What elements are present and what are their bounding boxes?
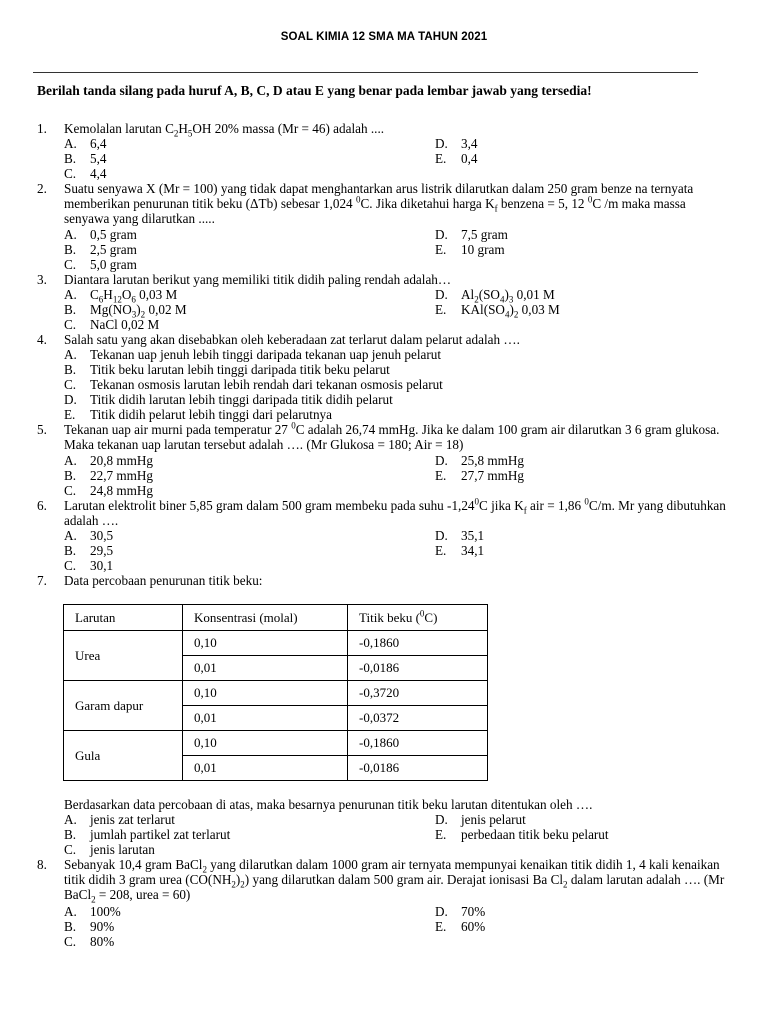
- table-cell: -0,1860: [348, 731, 488, 756]
- question-stem: Tekanan uap air murni pada temperatur 27 $^0$C adalah 26,74 mmHg. Jika ke dalam 100 gram air dilarutkan 3 6 gram glukosa. Maka tekanan uap larutan tersebut adalah …. (Mr Glukosa = 180; Air = 18): [64, 420, 720, 453]
- table-cell: 0,01: [183, 756, 348, 781]
- option-d[interactable]: D. 7,5 gram: [435, 227, 508, 242]
- option-e[interactable]: E. 60%: [435, 919, 486, 934]
- option-c[interactable]: C. Tekanan osmosis larutan lebih rendah dari tekanan osmosis pelarut: [64, 377, 443, 392]
- question-number: 4.: [37, 332, 47, 347]
- option-d[interactable]: D. jenis pelarut: [435, 812, 526, 827]
- question-stem: Sebanyak 10,4 gram BaCl$_2$ yang dilarutkan dalam 1000 gram air ternyata mempunyai kenaikan titik didih 1, 4 kali kenaikan titik didih 3 gram urea $(CO(NH_2)_2)$ yang dilarutkan dalam 500 gram air. Derajat ionisasi Ba $Cl_2$ dalam larutan adalah …. (Mr BaCl$_2$ = 208, urea = 60): [64, 857, 725, 906]
- option-e[interactable]: E. 10 gram: [435, 242, 505, 257]
- option-e[interactable]: E. 27,7 mmHg: [435, 468, 525, 483]
- option-b[interactable]: B. 29,5: [64, 543, 114, 558]
- header-divider: [33, 72, 698, 73]
- option-a[interactable]: A. 100%: [64, 904, 121, 919]
- table-cell: -0,0372: [348, 706, 488, 731]
- instruction: Berilah tanda silang pada huruf A, B, C, D atau E yang benar pada lembar jawab yang tersedia!: [37, 83, 592, 98]
- option-d[interactable]: D. $Al_2(SO_4)_3$ 0,01 M: [435, 287, 555, 305]
- table-header-row: [64, 605, 488, 631]
- option-d[interactable]: D. 35,1: [435, 528, 485, 543]
- table-cell: 0,01: [183, 706, 348, 731]
- option-c[interactable]: C. 80%: [64, 934, 115, 949]
- option-a[interactable]: A. jenis zat terlarut: [64, 812, 175, 827]
- option-b[interactable]: B. $Mg(NO_3)_2$ 0,02 M: [64, 302, 187, 320]
- question-stem: Data percobaan penurunan titik beku:: [64, 573, 263, 588]
- option-c[interactable]: C. 30,1: [64, 558, 114, 573]
- question-number: 5.: [37, 422, 47, 437]
- option-c[interactable]: C. 24,8 mmHg: [64, 483, 154, 498]
- question-stem: Larutan elektrolit biner 5,85 gram dalam 500 gram membeku pada suhu -1,24$^0$C jika $K_f$ air = 1,86 $^0$C/m. Mr yang dibutuhkan adalah ….: [64, 496, 726, 529]
- table-cell: 0,10: [183, 631, 348, 656]
- table-cell: 0,10: [183, 731, 348, 756]
- option-a[interactable]: A. $C_6H_{12}O_6$ 0,03 M: [64, 287, 178, 305]
- option-c[interactable]: C. 4,4: [64, 166, 107, 181]
- option-b[interactable]: B. 5,4: [64, 151, 107, 166]
- option-d[interactable]: D. 3,4: [435, 136, 478, 151]
- table-cell: 0,10: [183, 681, 348, 706]
- question-number: 1.: [37, 121, 47, 136]
- table-cell: Garam dapur: [64, 681, 183, 731]
- option-e[interactable]: E. 0,4: [435, 151, 478, 166]
- option-e[interactable]: E. 34,1: [435, 543, 485, 558]
- option-b[interactable]: B. 22,7 mmHg: [64, 468, 154, 483]
- table-cell: -0,3720: [348, 681, 488, 706]
- table-row: [64, 731, 488, 756]
- question-stem: Salah satu yang akan disebabkan oleh keberadaan zat terlarut dalam pelarut adalah ….: [64, 332, 520, 347]
- option-a[interactable]: A. 6,4: [64, 136, 107, 151]
- question-stem: Diantara larutan berikut yang memiliki titik didih paling rendah adalah…: [64, 272, 452, 287]
- option-e[interactable]: E. Titik didih pelarut lebih tinggi dari pelarutnya: [64, 407, 332, 422]
- option-a[interactable]: A. Tekanan uap jenuh lebih tinggi daripada tekanan uap jenuh pelarut: [64, 347, 441, 362]
- table-cell: -0,0186: [348, 756, 488, 781]
- table-cell: -0,0186: [348, 656, 488, 681]
- question-number: 3.: [37, 272, 47, 287]
- table-cell: Gula: [64, 731, 183, 781]
- option-e[interactable]: E. perbedaan titik beku pelarut: [435, 827, 609, 842]
- option-a[interactable]: A. 0,5 gram: [64, 227, 137, 242]
- question-number: 8.: [37, 857, 47, 872]
- option-e[interactable]: E. $KAl(SO_4)_2$ 0,03 M: [435, 302, 560, 320]
- table-header: Konsentrasi (molal): [183, 605, 348, 631]
- question-number: 6.: [37, 498, 47, 513]
- question-stem-followup: Berdasarkan data percobaan di atas, maka besarnya penurunan titik beku larutan ditentukan oleh ….: [64, 797, 593, 812]
- table-header: Titik beku ($^0$C): [348, 605, 488, 631]
- table-row: [64, 631, 488, 656]
- page-title: SOAL KIMIA 12 SMA MA TAHUN 2021: [280, 31, 488, 43]
- option-d[interactable]: D. Titik didih larutan lebih tinggi daripada titik didih pelarut: [64, 392, 393, 407]
- table-cell: 0,01: [183, 656, 348, 681]
- table-header: Larutan: [64, 605, 183, 631]
- option-a[interactable]: A. 30,5: [64, 528, 114, 543]
- freezing-point-table: [63, 604, 488, 781]
- question-number: 7.: [37, 573, 47, 588]
- option-d[interactable]: D. 25,8 mmHg: [435, 453, 525, 468]
- table-cell: Urea: [64, 631, 183, 681]
- table-cell: -0,1860: [348, 631, 488, 656]
- table-row: [64, 681, 488, 706]
- question-stem: Kemolalan larutan $C_2H_5OH$ 20% massa (Mr = 46) adalah ....: [64, 121, 385, 139]
- option-b[interactable]: B. Titik beku larutan lebih tinggi daripada titik beku pelarut: [64, 362, 390, 377]
- question-stem: Suatu senyawa X (Mr = 100) yang tidak dapat menghantarkan arus listrik dilarutkan dalam 250 gram benze na ternyata memberikan penurunan titik beku (ΔTb) sebesar 1,024 $^0$C. Jika diketahui harga $K_f$ benzena = 5, 12 $^0$C /m maka massa senyawa yang dilarutkan .....: [64, 181, 694, 227]
- option-b[interactable]: B. 90%: [64, 919, 115, 934]
- option-a[interactable]: A. 20,8 mmHg: [64, 453, 154, 468]
- option-b[interactable]: B. 2,5 gram: [64, 242, 137, 257]
- option-d[interactable]: D. 70%: [435, 904, 486, 919]
- option-c[interactable]: C. jenis larutan: [64, 842, 155, 857]
- question-number: 2.: [37, 181, 47, 196]
- option-b[interactable]: B. jumlah partikel zat terlarut: [64, 827, 231, 842]
- option-c[interactable]: C. NaCl 0,02 M: [64, 317, 160, 332]
- option-c[interactable]: C. 5,0 gram: [64, 257, 137, 272]
